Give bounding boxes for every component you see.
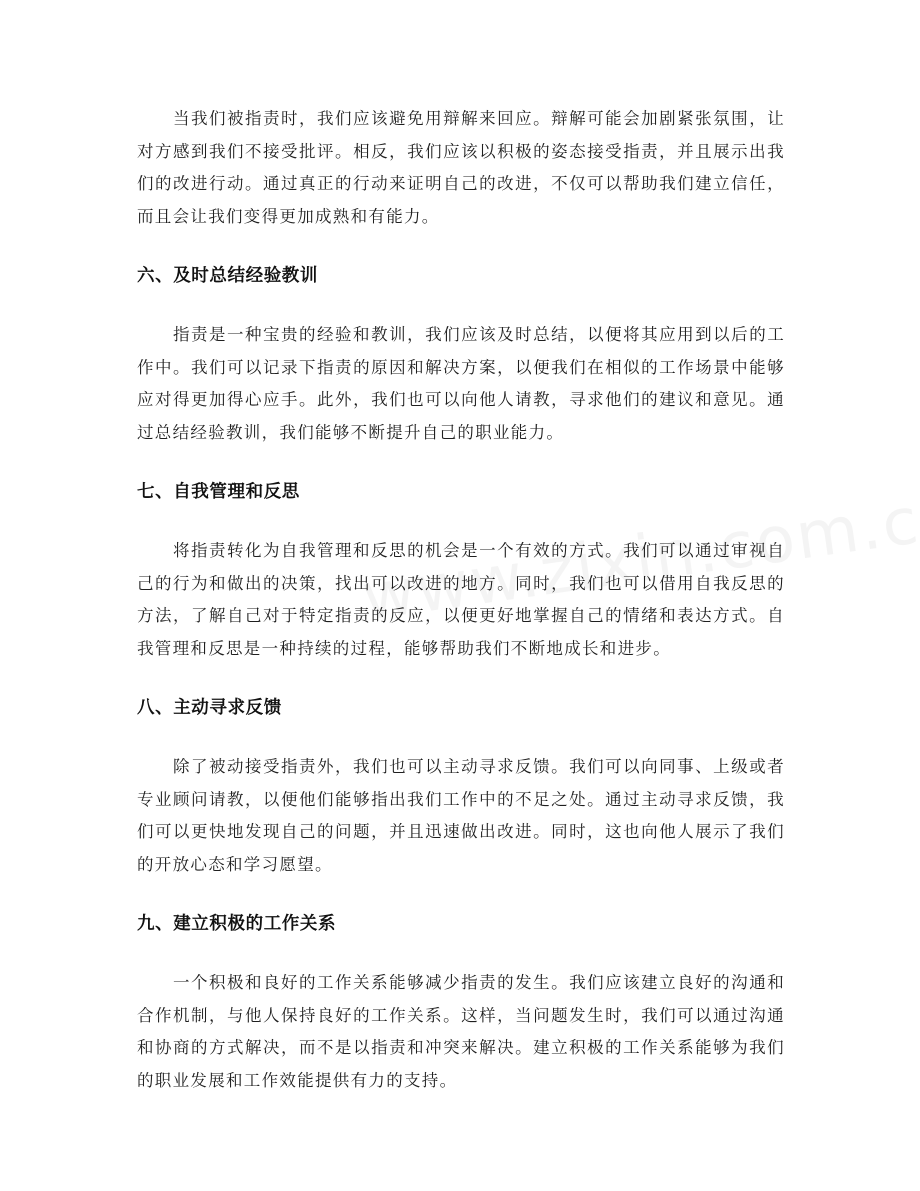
paragraph-section-6: 指责是一种宝贵的经验和教训，我们应该及时总结，以便将其应用到以后的工作中。我们可以记录下指责的原因和解决方案，以便我们在相似的工作场景中能够应对得更加得心应手。此外，我们也可以向他人请教，寻求他们的建议和意见。通过总结经验教训，我们能够不断提升自己的职业能力。 — [137, 325, 785, 442]
document-body — [137, 103, 785, 1097]
section-heading-8: 八、主动寻求反馈 — [137, 698, 282, 718]
section-heading-9: 九、建立积极的工作关系 — [137, 914, 337, 934]
section-heading-7: 七、自我管理和反思 — [137, 482, 300, 502]
paragraph-section-8: 除了被动接受指责外，我们也可以主动寻求反馈。我们可以向同事、上级或者专业顾问请教，以便他们能够指出我们工作中的不足之处。通过主动寻求反馈，我们可以更快地发现自己的问题，并且迅速做出改进。同时，这也向他人展示了我们的开放心态和学习愿望。 — [137, 757, 785, 874]
paragraph-section-9: 一个积极和良好的工作关系能够减少指责的发生。我们应该建立良好的沟通和合作机制，与他人保持良好的工作关系。这样，当问题发生时，我们可以通过沟通和协商的方式解决，而不是以指责和冲突来解决。建立积极的工作关系能够为我们的职业发展和工作效能提供有力的支持。 — [137, 973, 785, 1090]
section-heading-6: 六、及时总结经验教训 — [137, 266, 318, 286]
paragraph-intro: 当我们被指责时，我们应该避免用辩解来回应。辩解可能会加剧紧张氛围，让对方感到我们不接受批评。相反，我们应该以积极的姿态接受指责，并且展示出我们的改进行动。通过真正的行动来证明自己的改进，不仅可以帮助我们建立信任，而且会让我们变得更加成熟和有能力。 — [137, 109, 785, 226]
paragraph-section-7: 将指责转化为自我管理和反思的机会是一个有效的方式。我们可以通过审视自己的行为和做出的决策，找出可以改进的地方。同时，我们也可以借用自我反思的方法，了解自己对于特定指责的反应，以便更好地掌握自己的情绪和表达方式。自我管理和反思是一种持续的过程，能够帮助我们不断地成长和进步。 — [137, 541, 785, 658]
